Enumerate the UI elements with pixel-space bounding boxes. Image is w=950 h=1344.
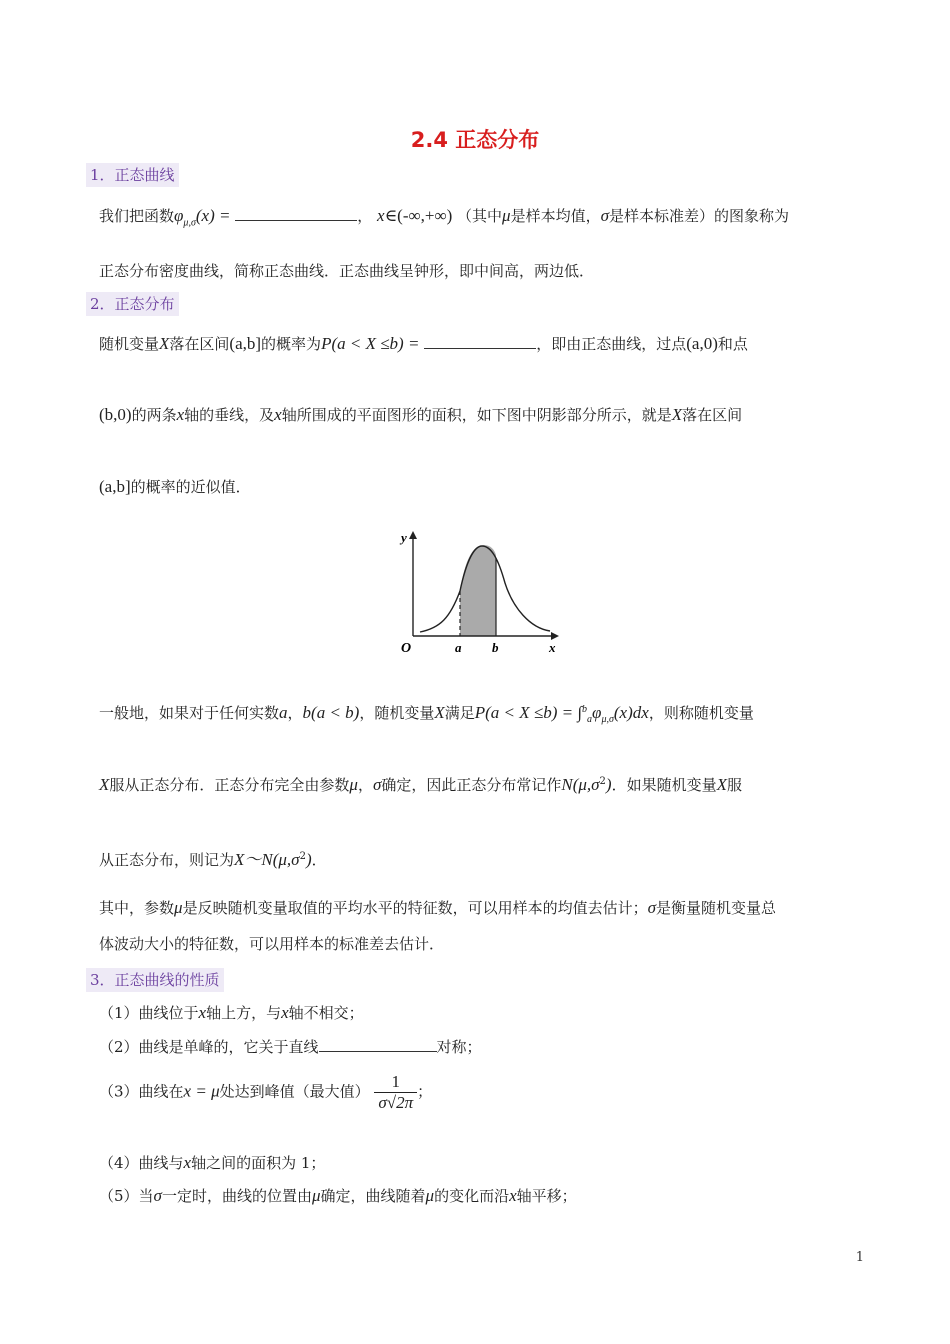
paragraph-4-line-1: 其中，参数μ是反映随机变量取值的平均水平的特征数，可以用样本的均值去估计；σ是衡量随机变量总 [99,898,776,917]
normal-curve-figure [395,528,565,656]
peak-fraction: $\frac{1}{\sigma√2\pi}$ [374,1072,417,1113]
label-x: x [549,640,556,655]
paragraph-1-line-1: 我们把函数$\varphi_{\mu,\sigma}(x)$ = ， x∈(-∞,+∞) （其中μ是样本均值，σ是样本标准差）的图象称为 [99,206,790,229]
shaded-area [460,545,496,636]
paragraph-3-line-1: 一般地，如果对于任何实数a，b(a < b)，随机变量X满足$P(a < X \le b) = \int^b_a\varphi_{\mu,\sigma}(x)dx$，则称随机变量 [99,703,754,725]
page-number: 1 [855,1250,864,1265]
section-heading-normal-curve: 1．正态曲线 [86,163,179,187]
fill-blank [424,334,536,349]
property-4: （4）曲线与x轴之间的面积为 1； [99,1153,326,1172]
fill-blank [235,206,357,221]
page-title: 2.4 正态分布 [410,128,540,152]
paragraph-2-line-3: (a,b]的概率的近似值． [99,477,251,496]
paragraph-3-line-3: 从正态分布，则记为$X\sim N(\mu,\sigma^2)$． [99,850,327,869]
section-heading-normal-distribution: 2．正态分布 [86,292,179,316]
label-origin: O [401,641,412,656]
property-5: （5）当σ一定时，曲线的位置由μ确定，曲线随着μ的变化而沿x轴平移； [99,1186,577,1205]
section-heading-curve-properties: 3．正态曲线的性质 [86,968,224,992]
label-y: y [401,530,407,545]
property-3: （3）曲线在x = μ处达到峰值（最大值） $\frac{1}{\sigma√2\pi}$ ； [99,1072,433,1112]
paragraph-4-line-2: 体波动大小的特征数，可以用样本的标准差去估计． [99,935,445,953]
label-a: a [455,640,462,655]
property-1: （1）曲线位于x轴上方，与x轴不相交； [99,1003,364,1022]
label-b: b [492,640,499,655]
fill-blank [319,1037,437,1052]
paragraph-2-line-2: (b,0)的两条x轴的垂线，及x轴所围成的平面图形的面积，如下图中阴影部分所示，就是X落在区间 [99,405,743,424]
paragraph-1-line-2: 正态分布密度曲线，简称正态曲线．正态曲线呈钟形，即中间高，两边低． [99,262,595,280]
paragraph-2-line-1: 随机变量X落在区间(a,b]的概率为P(a < X ≤b) = ，即由正态曲线，过点(a,0)和点 [99,334,748,353]
property-2: （2）曲线是单峰的，它关于直线 对称； [99,1038,482,1056]
paragraph-3-line-2: X服从正态分布．正态分布完全由参数μ，σ确定，因此正态分布常记作$N(\mu,\sigma^2)$．如果随机变量X服 [99,775,743,794]
